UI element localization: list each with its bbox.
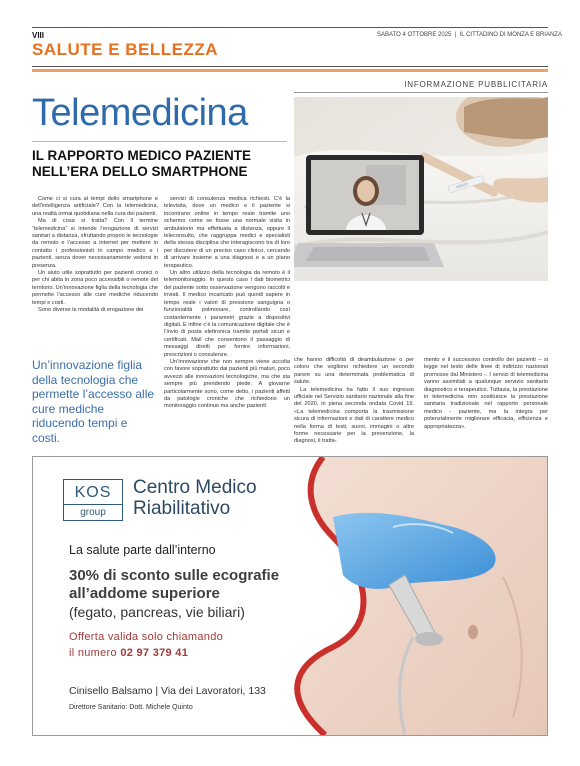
paragraph: Un aiuto utile soprattutto per pazienti cronici o per chi abita in zona poco accessibili o remote del territorio. Un’innovazione figlia della tecnologia che permette l’accesso alle cure mediche riducendo tempi e costi.: [32, 270, 158, 306]
article-column-4: [424, 357, 548, 431]
ad-tagline: La salute parte dall’interno: [69, 543, 216, 557]
telemedicine-photo-illustration: [294, 97, 548, 281]
paragraph: Sono diverse le modalità di erogazione dei: [38, 307, 144, 314]
ad-phone-line: [69, 647, 188, 659]
paragraph: Un altro utilizzo della tecnologia da remoto è il telemonitoraggio. In questo caso i dati biometrici del paziente sotto osservazione vengono raccolti e inviati. Il medico incaricato può quindi sapere in tempo reale i valori di pressione sanguigna o funzionalità polmonare, controllando così costantemente i parametri grazie a dispositivi digitali. E infine c’è la comunicazione digitale che è l’invio di posta elettronica tramite portali sicuri e certificati. Mail che consentono il passaggio di messaggi diretti per fornire informazioni, prescrizioni o consulenze.: [164, 270, 290, 358]
paragraph: Un’innovazione che non sempre viene accolta con favore soprattutto dai pazienti più maturi, poco avvezzi alle innovazioni tecnologiche, ma che sta sempre più prendendo piede. A giovarne particolarmente sono, come detto, i pazienti affetti da patologie croniche che richiedono un monitoraggio continuo ma anche pazienti: [164, 358, 290, 410]
paragraph: Ma di cosa si tratta? Con il termine “telemedicina” si intende l’erogazione di servizi sanitari a distanza, sfruttando proprio le tecnologie da remoto e l’accesso a internet per mettere in contatto i professionisti in campo medico e i pazienti, senza dover necessariamente vedersi in presenza.: [32, 218, 158, 269]
ad-organs: (fegato, pancreas, vie biliari): [69, 604, 245, 620]
header-rule-top: [32, 27, 548, 28]
article-column-2: [164, 196, 290, 411]
page-number: VIII: [32, 31, 45, 40]
ad-phone-number: 02 97 379 41: [120, 647, 189, 659]
header-accent-bar: [32, 69, 548, 72]
publication-name: IL CITTADINO DI MONZA E BRIANZA: [459, 32, 562, 38]
article-headline: Telemedicina: [32, 92, 248, 134]
paragraph: La telemedicina ha fatto il suo ingresso ufficiale nel Servizio sanitario nazionale alla fine del 2020, in piena seconda ondata Covid 19. «La telemedicina comporta la trasmissione sicura di informazioni e dati di carattere medico nella forma di testi, suoni, immagini o altre forme necessarie per la prevenzione, la diagnosi, il tratta-: [294, 386, 414, 445]
article-subhead: IL RAPPORTO MEDICO PAZIENTE NELL’ERA DELLO SMARTPHONE: [32, 148, 252, 179]
kos-logo-letters: KOS: [74, 484, 112, 501]
ad-address: Cinisello Balsamo | Via dei Lavoratori, 133: [69, 685, 266, 697]
paragraph: servizi di consulenza medica richiesti. C’è la televisita, dove un medico e il paziente si incontrano online in tempo reale tramite uno schermo come se fosse una normale visita in ambulatorio ma effettuata a distanza, oppure il teleconsulto, che raggruppa medici e specialisti della stessa disciplina che interagiscono tra di loro per discutere di un preciso caso clinico, cercando di arrivare insieme a una diagnosi e a un piano terapeutico.: [164, 196, 290, 269]
ad-call-label: Offerta valida solo chiamando: [69, 631, 224, 643]
section-title: SALUTE E BELLEZZA: [32, 40, 219, 59]
paragraph: che hanno difficoltà di deambulazione o per coloro che vogliono richiedere un secondo parere su una determinata problematica di salute.: [294, 357, 414, 386]
pull-quote: Un’innovazione figlia della tecnologia che permette l’accesso alle cure mediche riducendo tempi e costi.: [32, 358, 155, 445]
advertisement: [32, 456, 548, 736]
article-column-3: [294, 357, 414, 446]
issue-date: SABATO 4 OTTOBRE 2025: [377, 32, 452, 38]
paragraph: mento e il successivo controllo dei pazienti – si legge nel testo delle linee di indirizzo nazionali promosse dal Ministero -. I servizi di telemedicina vanno assimilati a qualunque servizio sanitario diagnostico e terapeutico. Tuttavia, la prestazione in telemedicina non sostituisce la prestazione sanitaria tradizionale nel rapporto personale medico - paziente, ma la integra per potenzialmente migliorare efficacia, efficienza e appropriatezza».: [424, 357, 548, 430]
kos-group-logo: [63, 479, 123, 521]
paragraph: Come ci si cura al tempi dello smartphone e dell’intelligenza artificiale? Con la telemedicina, una realtà ormai quotidiana nella cura dei pazienti.: [32, 196, 158, 217]
article-column-1: [32, 196, 158, 315]
header-rule-bottom: [32, 66, 548, 67]
telemedicine-photo: [294, 97, 548, 281]
header-separator: |: [453, 32, 458, 38]
headline-rule: [32, 141, 287, 142]
promo-rule: [294, 92, 548, 93]
ad-medical-director: Direttore Sanitario: Dott. Michele Quinto: [69, 704, 193, 711]
promo-tag: INFORMAZIONE PUBBLICITARIA: [404, 80, 548, 89]
ad-phone-prefix: il numero: [69, 647, 117, 659]
header-date-publication: [377, 32, 562, 38]
ad-offer: 30% di sconto sulle ecografie all’addome superiore: [69, 567, 280, 602]
kos-logo-group: group: [64, 504, 122, 520]
ad-center-name: Centro Medico Riabilitativo: [133, 477, 257, 519]
